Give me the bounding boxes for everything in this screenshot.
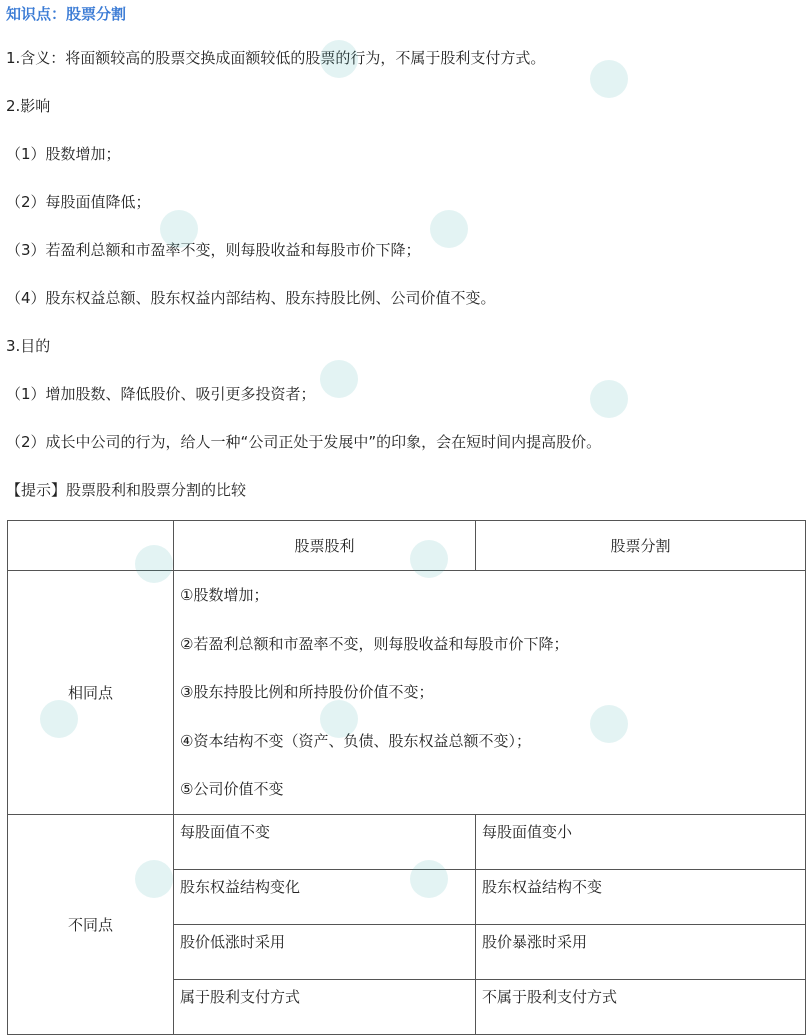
watermark-circle-icon: [430, 210, 468, 248]
difference-dividend-cell: 属于股利支付方式: [174, 979, 476, 1034]
difference-dividend-cell: 股价低涨时采用: [174, 924, 476, 979]
paragraph-impact-3: （3）若盈利总额和市盈率不变，则每股收益和每股市价下降；: [6, 241, 421, 259]
paragraph-impact-2: （2）每股面值降低；: [6, 193, 151, 211]
paragraph-tip: 【提示】股票股利和股票分割的比较: [6, 481, 247, 499]
table-row-difference: [8, 814, 806, 869]
table-row-similarities: [8, 571, 806, 815]
difference-split-cell: 不属于股利支付方式: [476, 979, 806, 1034]
difference-split-cell: 股东权益结构不变: [476, 869, 806, 924]
watermark-circle-icon: [320, 360, 358, 398]
watermark-logo: [430, 210, 468, 248]
table-header-stock-split: 股票分割: [476, 521, 806, 571]
difference-split-cell: 每股面值变小: [476, 814, 806, 869]
table-header-empty: [8, 521, 174, 571]
paragraph-purpose-2: （2）成长中公司的行为，给人一种“公司正处于发展中”的印象，会在短时间内提高股价。: [6, 433, 602, 451]
table-header-stock-dividend: 股票股利: [174, 521, 476, 571]
similarity-item: ③股东持股比例和所持股份价值不变；: [180, 683, 434, 701]
similarity-item: ⑤公司价值不变: [180, 780, 284, 798]
paragraph-purpose-1: （1）增加股数、降低股价、吸引更多投资者；: [6, 385, 316, 403]
table-header-row: [8, 521, 806, 571]
watermark-circle-icon: [590, 380, 628, 418]
paragraph-impact-1: （1）股数增加；: [6, 145, 121, 163]
watermark-logo: [590, 380, 628, 418]
similarity-item: ④资本结构不变（资产、负债、股东权益总额不变）；: [180, 731, 531, 750]
watermark-circle-icon: [590, 60, 628, 98]
difference-dividend-cell: 股东权益结构变化: [174, 869, 476, 924]
watermark-logo: [320, 360, 358, 398]
differences-label: 不同点: [8, 814, 174, 1034]
similarity-item: ②若盈利总额和市盈率不变，则每股收益和每股市价下降；: [180, 634, 569, 653]
paragraph-impact-4: （4）股东权益总额、股东权益内部结构、股东持股比例、公司价值不变。: [6, 289, 496, 307]
paragraph-purpose-heading: 3.目的: [6, 337, 51, 355]
similarity-item: ①股数增加；: [180, 586, 269, 604]
similarities-list: [174, 571, 806, 815]
title: 知识点：股票分割: [6, 5, 127, 23]
watermark-logo: [590, 60, 628, 98]
difference-dividend-cell: 每股面值不变: [174, 814, 476, 869]
paragraph-meaning: 1.含义：将面额较高的股票交换成面额较低的股票的行为，不属于股利支付方式。: [6, 49, 546, 67]
similarities-label: 相同点: [8, 571, 174, 815]
comparison-table: [7, 520, 806, 1035]
difference-split-cell: 股价暴涨时采用: [476, 924, 806, 979]
paragraph-impact-heading: 2.影响: [6, 97, 51, 115]
